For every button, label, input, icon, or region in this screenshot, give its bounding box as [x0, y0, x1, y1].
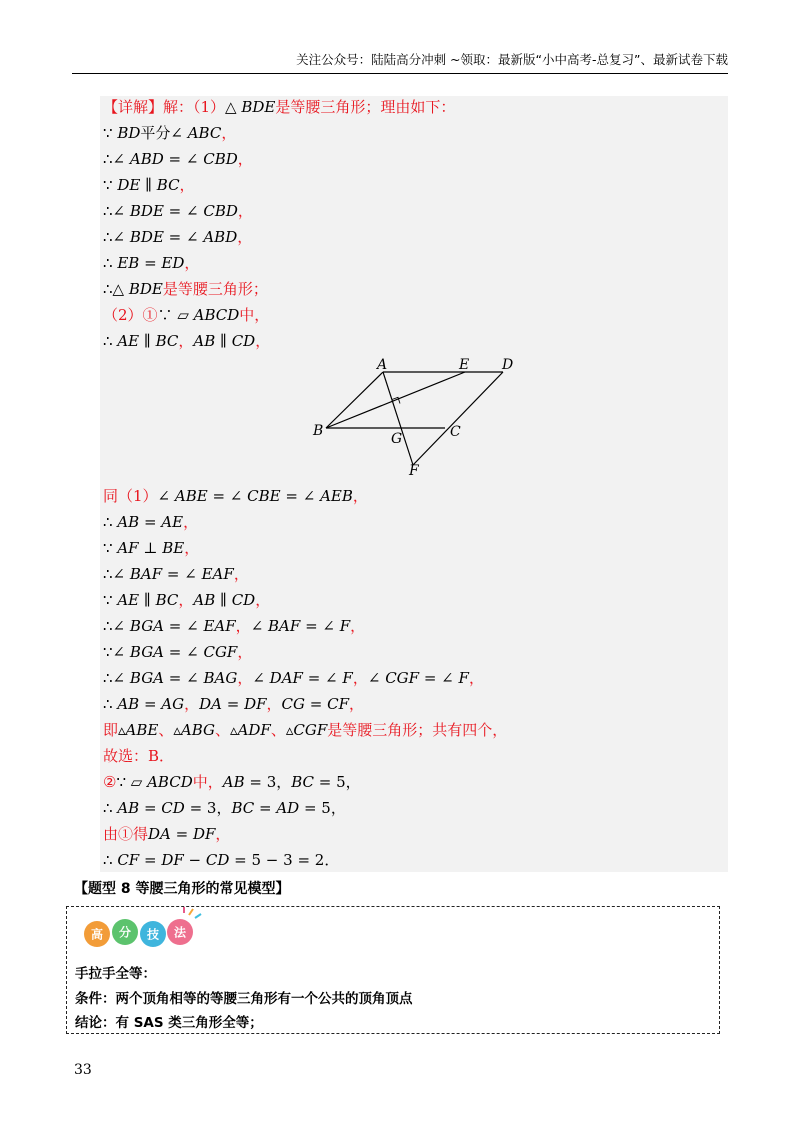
- tip-heading: 手拉手全等：: [75, 966, 156, 982]
- line-text: ，: [233, 565, 249, 583]
- solution-line: [103, 123, 236, 143]
- math-variable: AB: [193, 591, 216, 609]
- line-text: ∴△: [103, 280, 129, 298]
- line-text: ，: [266, 695, 282, 713]
- math-variable: DE: [117, 176, 141, 194]
- tip-condition: 条件：两个顶角相等的等腰三角形有一个公共的顶角顶点: [75, 991, 413, 1007]
- parallelogram-figure: [305, 355, 525, 480]
- math-variable: AE: [117, 332, 140, 350]
- line-text: = ∠: [300, 617, 340, 635]
- math-variable: BC: [155, 332, 179, 350]
- line-text: ∥: [215, 332, 232, 350]
- solution-line: [103, 798, 346, 818]
- line-text: ∵: [103, 176, 118, 194]
- line-text: ∥: [215, 591, 232, 609]
- solution-line: [103, 642, 252, 662]
- solution-line: [103, 616, 365, 636]
- math-variable: CBE: [247, 487, 281, 505]
- math-variable: DF: [244, 695, 267, 713]
- line-text: ⊥: [138, 539, 163, 557]
- page-number: 33: [74, 1062, 92, 1078]
- solution-line: [103, 850, 339, 870]
- math-variable: BDE: [128, 280, 163, 298]
- line-text: = 5，: [299, 799, 346, 817]
- line-text: = ∠: [162, 565, 202, 583]
- math-variable: AEB: [320, 487, 353, 505]
- math-variable: CGF: [385, 669, 420, 687]
- line-text: 平分∠: [140, 124, 188, 142]
- line-text: ，: [178, 591, 194, 609]
- solution-line: [103, 97, 455, 117]
- line-text: = 5，: [314, 773, 361, 791]
- logo-sparkle-icon: [184, 907, 201, 918]
- solution-line: [103, 331, 270, 351]
- math-variable: ABCD: [193, 306, 240, 324]
- label-F: F: [409, 463, 419, 479]
- math-variable: BC: [231, 799, 255, 817]
- math-variable: DA: [199, 695, 222, 713]
- math-variable: F: [458, 669, 469, 687]
- math-variable: AB: [222, 773, 245, 791]
- solution-line: [103, 746, 174, 766]
- solution-line: [103, 512, 198, 532]
- line-text: ∥: [139, 332, 156, 350]
- line-text: = 3，: [184, 799, 232, 817]
- line-text: ∴∠: [103, 617, 130, 635]
- line-text: = ∠: [302, 669, 343, 687]
- line-text: ∵: [103, 591, 118, 609]
- line-text: = ∠: [164, 617, 204, 635]
- line-text: ∵: [103, 539, 118, 557]
- line-text: ②: [103, 773, 117, 791]
- math-variable: BDE: [241, 98, 276, 116]
- line-text: ，: [215, 825, 231, 843]
- segment-AF: [383, 372, 413, 465]
- math-variable: CD: [161, 799, 185, 817]
- tip-box: [66, 906, 720, 1034]
- line-text: ∴: [103, 254, 118, 272]
- math-variable: AB: [193, 332, 216, 350]
- line-text: 【详解】解：（1）: [103, 98, 226, 116]
- line-text: △: [225, 98, 242, 116]
- line-text: ▵: [173, 721, 181, 739]
- line-text: = ∠: [164, 669, 204, 687]
- high-score-tips-logo: [77, 907, 203, 955]
- line-text: 、: [215, 721, 231, 739]
- math-variable: BAG: [203, 669, 238, 687]
- solution-line: [103, 694, 364, 714]
- line-text: ∠: [157, 487, 175, 505]
- solution-line: [103, 668, 484, 688]
- math-variable: BGA: [129, 617, 165, 635]
- line-text: ▵: [230, 721, 238, 739]
- line-text: 故选：B．: [103, 747, 175, 765]
- solution-line: [103, 253, 199, 273]
- line-text: ∴: [103, 332, 118, 350]
- line-text: 是等腰三角形；共有四个，: [327, 721, 508, 739]
- math-variable: ABC: [187, 124, 222, 142]
- line-text: ∴∠: [103, 565, 130, 583]
- math-variable: CF: [117, 851, 140, 869]
- line-text: ，: [237, 202, 253, 220]
- line-text: ，: [352, 669, 368, 687]
- line-text: =: [254, 799, 277, 817]
- line-text: ，: [183, 513, 199, 531]
- line-text: = ∠: [419, 669, 459, 687]
- logo-char-2: 分: [118, 925, 132, 940]
- line-text: ，: [237, 643, 253, 661]
- math-variable: ABG: [180, 721, 216, 739]
- line-text: ∴∠: [103, 150, 130, 168]
- logo-char-4: 法: [173, 925, 187, 940]
- math-variable: CGF: [293, 721, 328, 739]
- line-text: =: [305, 695, 328, 713]
- math-variable: CD: [231, 591, 256, 609]
- line-text: ∵∠: [103, 643, 130, 661]
- line-text: ，: [349, 695, 365, 713]
- segment-BE: [326, 372, 465, 428]
- line-text: ，: [184, 695, 200, 713]
- line-text: ∴∠: [103, 202, 130, 220]
- line-text: ∠: [252, 669, 270, 687]
- math-variable: ABD: [203, 228, 238, 246]
- line-text: ，: [221, 124, 237, 142]
- math-variable: EB: [117, 254, 140, 272]
- line-text: ，: [237, 150, 253, 168]
- solution-line: [103, 227, 252, 247]
- logo-char-3: 技: [146, 927, 160, 942]
- math-variable: CG: [281, 695, 306, 713]
- math-variable: BC: [155, 591, 179, 609]
- line-text: ∥: [139, 591, 156, 609]
- math-variable: BE: [162, 539, 185, 557]
- solution-line: [103, 824, 230, 844]
- line-text: ，: [237, 228, 253, 246]
- math-variable: DF: [161, 851, 184, 869]
- line-text: 是等腰三角形；: [162, 280, 268, 298]
- header-rule: [72, 73, 728, 74]
- line-text: = ∠: [280, 487, 321, 505]
- line-text: =: [221, 695, 245, 713]
- line-text: ，: [350, 617, 366, 635]
- line-text: −: [183, 851, 206, 869]
- line-text: ∠: [250, 617, 269, 635]
- line-text: ∴: [103, 513, 118, 531]
- solution-line: [103, 772, 361, 792]
- solution-line: [103, 720, 507, 740]
- label-B: B: [313, 423, 324, 439]
- math-variable: CGF: [203, 643, 238, 661]
- line-text: ∴∠: [103, 669, 130, 687]
- line-text: ，: [179, 176, 195, 194]
- line-text: ，: [235, 617, 251, 635]
- math-variable: AB: [117, 513, 140, 531]
- math-variable: CD: [205, 851, 230, 869]
- line-text: 即: [103, 721, 119, 739]
- line-text: ∵: [103, 124, 118, 142]
- line-text: ，: [237, 669, 253, 687]
- line-text: （2）①: [103, 306, 158, 324]
- math-variable: AG: [161, 695, 185, 713]
- solution-line: [103, 486, 368, 506]
- line-text: = ∠: [164, 643, 204, 661]
- math-variable: CBD: [203, 150, 238, 168]
- math-variable: CBD: [203, 202, 238, 220]
- math-variable: ABCD: [147, 773, 193, 791]
- label-A: A: [377, 357, 388, 373]
- line-text: ▵: [118, 721, 126, 739]
- solution-line: [103, 175, 195, 195]
- line-text: ∴∠: [103, 228, 130, 246]
- label-D: D: [502, 357, 514, 373]
- math-variable: BC: [291, 773, 315, 791]
- line-text: ∴: [103, 695, 118, 713]
- logo-char-1: 高: [90, 927, 104, 942]
- math-variable: DF: [192, 825, 216, 843]
- math-variable: DA: [148, 825, 171, 843]
- line-text: ，: [468, 669, 484, 687]
- line-text: ，: [255, 591, 271, 609]
- math-variable: BC: [156, 176, 180, 194]
- solution-line: [103, 538, 199, 558]
- line-text: ，: [255, 332, 271, 350]
- math-variable: ED: [161, 254, 185, 272]
- line-text: = ∠: [163, 202, 204, 220]
- line-text: 、: [158, 721, 174, 739]
- segment-AB: [326, 372, 383, 428]
- solution-line: [103, 564, 249, 584]
- label-G: G: [391, 431, 403, 447]
- line-text: =: [139, 695, 162, 713]
- line-text: = ∠: [163, 150, 204, 168]
- line-text: ，: [352, 487, 368, 505]
- math-variable: ADF: [237, 721, 271, 739]
- line-text: =: [139, 254, 162, 272]
- line-text: = ∠: [207, 487, 248, 505]
- line-text: =: [170, 825, 193, 843]
- line-text: ，: [184, 254, 200, 272]
- solution-line: [103, 149, 253, 169]
- line-text: 中，: [192, 773, 223, 791]
- math-variable: EAF: [203, 617, 236, 635]
- line-text: ∵ ▱: [157, 306, 194, 324]
- line-text: = ∠: [163, 228, 204, 246]
- math-variable: BDE: [129, 202, 164, 220]
- segment-DF: [413, 372, 503, 465]
- line-text: 是等腰三角形；理由如下：: [275, 98, 456, 116]
- math-variable: CD: [231, 332, 256, 350]
- math-variable: F: [342, 669, 353, 687]
- math-variable: BD: [117, 124, 141, 142]
- math-variable: ABE: [174, 487, 208, 505]
- math-variable: AF: [117, 539, 139, 557]
- line-text: 、: [270, 721, 286, 739]
- solution-line: [103, 590, 270, 610]
- line-text: =: [139, 799, 162, 817]
- line-text: =: [139, 513, 162, 531]
- header-text: 关注公众号：陆陆高分冲刺 ~领取：最新版“小中高考-总复习”、最新试卷下载: [296, 52, 728, 67]
- line-text: =: [139, 851, 162, 869]
- math-variable: BGA: [129, 643, 165, 661]
- math-variable: AD: [276, 799, 300, 817]
- solution-line: [103, 305, 269, 325]
- math-variable: ABD: [129, 150, 164, 168]
- line-text: ∠: [367, 669, 386, 687]
- line-text: ∵ ▱: [116, 773, 148, 791]
- math-variable: AE: [161, 513, 184, 531]
- line-text: ▵: [285, 721, 294, 739]
- tip-conclusion: 结论：有 SAS 类三角形全等；: [75, 1015, 263, 1031]
- math-variable: EAF: [201, 565, 234, 583]
- line-text: ，: [178, 332, 194, 350]
- math-variable: CF: [327, 695, 350, 713]
- math-variable: ABE: [125, 721, 159, 739]
- label-E: E: [459, 357, 470, 373]
- math-variable: AB: [117, 695, 140, 713]
- line-text: = 3，: [244, 773, 292, 791]
- line-text: 中，: [239, 306, 270, 324]
- math-variable: BAF: [268, 617, 301, 635]
- label-C: C: [450, 424, 461, 440]
- math-variable: BGA: [129, 669, 165, 687]
- line-text: ，: [184, 539, 200, 557]
- line-text: = 5 − 3 = 2．: [229, 851, 340, 869]
- line-text: ∴: [103, 851, 118, 869]
- math-variable: AE: [117, 591, 140, 609]
- solution-line: [103, 201, 253, 221]
- math-variable: BDE: [129, 228, 164, 246]
- math-variable: DAF: [269, 669, 303, 687]
- section-title: 【题型 8 等腰三角形的常见模型】: [74, 881, 290, 897]
- line-text: ∥: [140, 176, 157, 194]
- math-variable: F: [339, 617, 351, 635]
- line-text: 同（1）: [103, 487, 158, 505]
- line-text: 由①得: [103, 825, 149, 843]
- math-variable: AB: [117, 799, 140, 817]
- solution-line: [103, 279, 268, 299]
- math-variable: BAF: [129, 565, 163, 583]
- line-text: ∴: [103, 799, 118, 817]
